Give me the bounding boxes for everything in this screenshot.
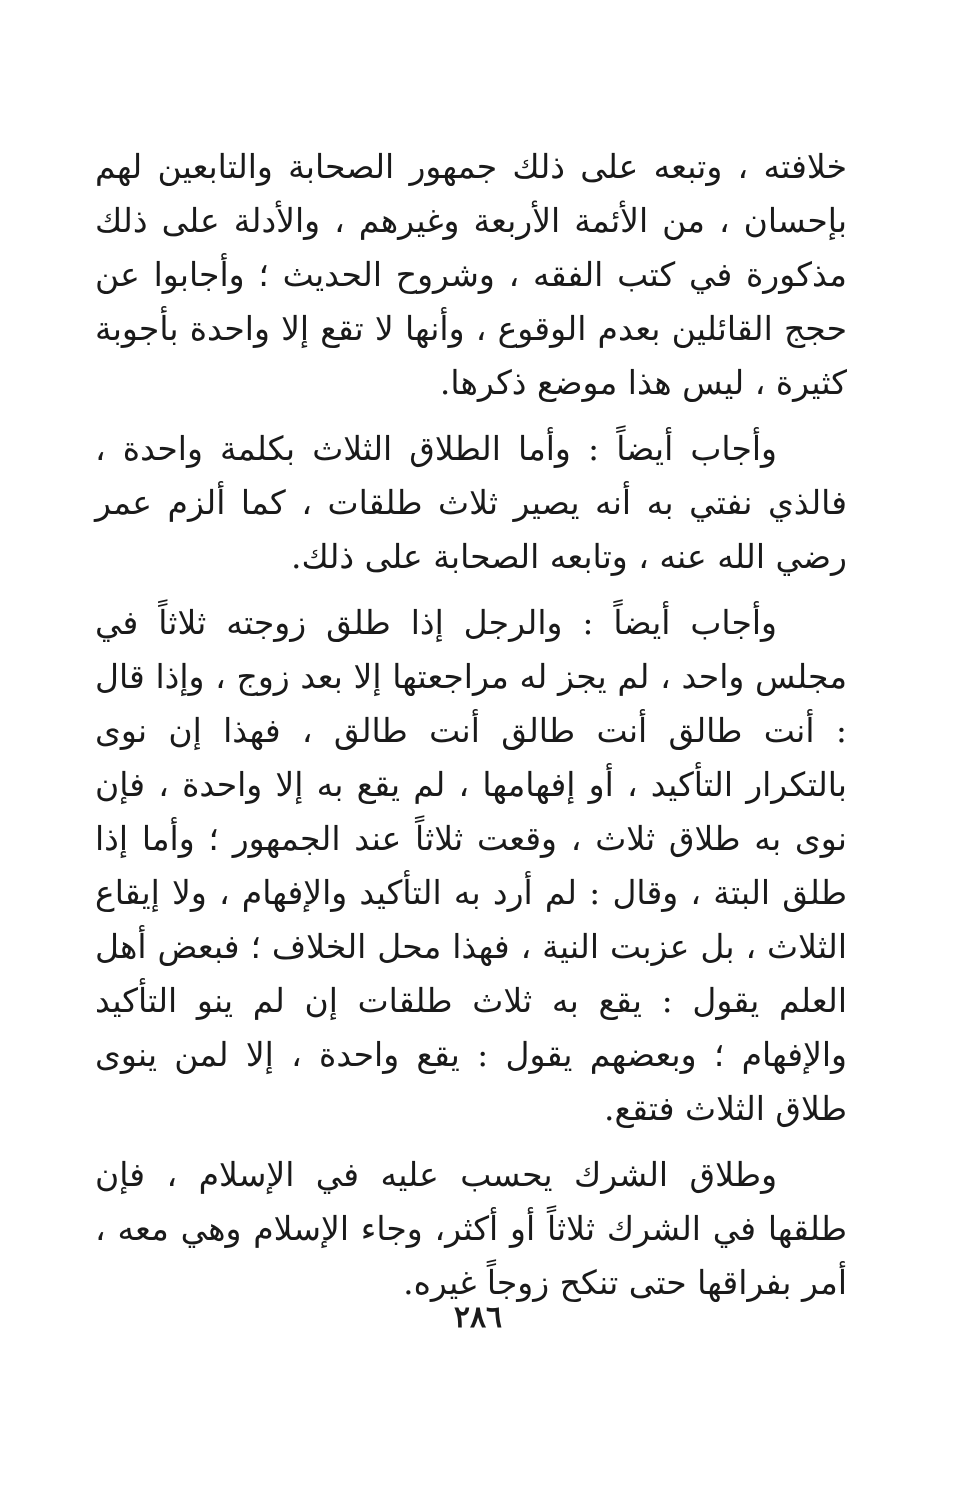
paragraph-3: وأجاب أيضاً : والرجل إذا طلق زوجته ثلاثاً في مجلس واحد ، لم يجز له مراجعتها إلا بعد زوج ، وإذا قال : أنت طالق أنت طالق أنت طالق ، فهذا إن نوى بالتكرار التأكيد ، أو إفهامها ، لم يقع به إلا واحدة ، فإن نوى به طلاق ثلاث ، وقعت ثلاثاً عند الجمهور ؛ وأما إذا طلق البتة ، وقال : لم أرد به التأكيد والإفهام ، ولا إيقاع الثلاث ، بل عزبت النية ، فهذا محل الخلاف ؛ فبعض أهل العلم يقول : يقع به ثلاث طلقات إن لم ينو التأكيد والإفهام ؛ وبعضهم يقول : يقع واحدة ، إلا لمن ينوى طلاق الثلاث فتقع. xyxy=(95,603,847,1128)
paragraph-1: خلافته ، وتبعه على ذلك جمهور الصحابة والتابعين لهم بإحسان ، من الأئمة الأربعة وغيرهم ، والأدلة على ذلك مذكورة في كتب الفقه ، وشروح الحديث ؛ وأجابوا عن حجج القائلين بعدم الوقوع ، وأنها لا تقع إلا واحدة بأجوبة كثيرة ، ليس هذا موضع ذكرها. xyxy=(95,147,847,402)
paragraph-4: وطلاق الشرك يحسب عليه في الإسلام ، فإن طلقها في الشرك ثلاثاً أو أكثر، وجاء الإسلام وهي معه ، أمر بفراقها حتى تنكح زوجاً غيره. xyxy=(95,1155,847,1302)
page-number: ٢٨٦ xyxy=(453,1300,503,1335)
page-body xyxy=(95,140,847,1322)
paragraph-2: وأجاب أيضاً : وأما الطلاق الثلاث بكلمة واحدة ، فالذي نفتي به أنه يصير ثلاث طلقات ، كما ألزم عمر رضي الله عنه ، وتابعه الصحابة على ذلك. xyxy=(95,429,847,576)
